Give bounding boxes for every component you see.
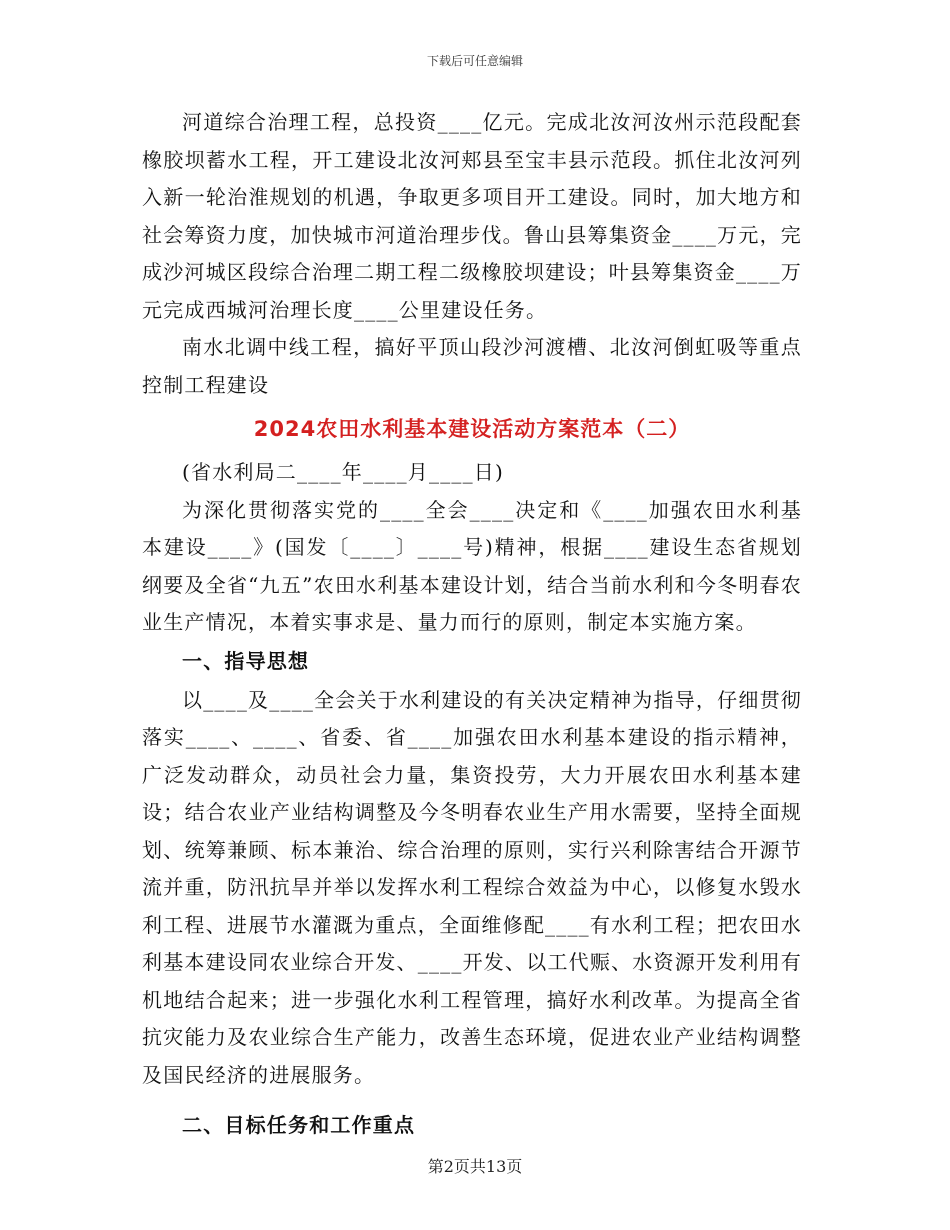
page-number: 第2页共13页 [427, 1157, 523, 1176]
paragraph-south-north-water: 南水北调中线工程，搞好平顶山段沙河渡槽、北汝河倒虹吸等重点控制工程建设 [142, 335, 802, 397]
paragraph-river-governance: 河道综合治理工程，总投资____亿元。完成北汝河汝州示范段配套橡胶坝蓄水工程，开工建设北汝河郏县至宝丰县示范段。抓住北汝河列入新一轮治淮规划的机遇，争取更多项目开工建设。同时，加大地方和社会筹资力度，加快城市河道治理步伐。鲁山县筹集资金____万元，完成沙河城区段综合治理二期工程二级橡胶坝建设；叶县筹集资金____万元完成西城河治理长度____公里建设任务。 [142, 110, 802, 322]
document-title: 2024农田水利基本建设活动方案范本（二） [253, 417, 691, 441]
guiding-ideology-paragraph: 以____及____全会关于水利建设的有关决定精神为指导，仔细贯彻落实____、____、省委、省____加强农田水利基本建设的指示精神，广泛发动群众，动员社会力量，集资投劳，大力开展农田水利基本建设；结合农业产业结构调整及今冬明春农业生产用水需要，坚持全面规划、统筹兼顾、标本兼治、综合治理的原则，实行兴利除害结合开源节流并重，防汛抗旱并举以发挥水利工程综合效益为中心，以修复水毁水利工程、进展节水灌溉为重点，全面维修配____有水利工程；把农田水利基本建设同农业综合开发、____开发、以工代赈、水资源开发利用有机地结合起来；进一步强化水利工程管理，搞好水利改革。为提高全省抗灾能力及农业综合生产能力，改善生态环境，促进农业产业结构调整及国民经济的进展服务。 [142, 687, 802, 1087]
section-heading-guiding-ideology: 一、指导思想 [182, 648, 310, 673]
document-body [142, 104, 802, 1144]
intro-paragraph: 为深化贯彻落实党的____全会____决定和《____加强农田水利基本建设____》(国发〔____〕____号)精神，根据____建设生态省规划纲要及全省“九五”农田水利基本建设计划，结合当前水利和今冬明春农业生产情况，本着实事求是、量力而行的原则，制定本实施方案。 [142, 497, 802, 634]
page-header-note: 下载后可任意编辑 [426, 54, 523, 68]
date-line: (省水利局二____年____月____日) [182, 460, 505, 484]
section-heading-goals-tasks: 二、目标任务和工作重点 [182, 1113, 416, 1137]
